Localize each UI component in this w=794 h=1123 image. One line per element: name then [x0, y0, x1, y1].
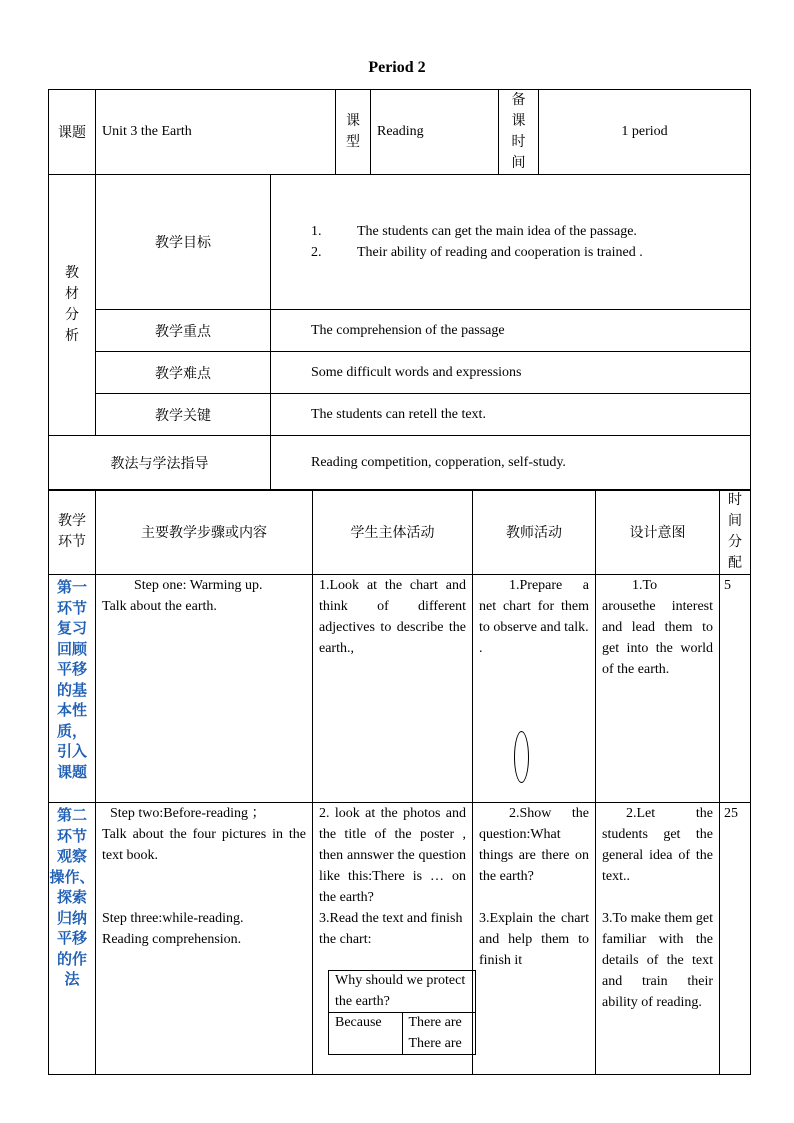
chart-because: Because: [329, 1013, 403, 1055]
step2-intent: 2.Let the students get the general idea of the text.. 3.To make them get familiar with the details of the text and train their ability of reading.: [596, 803, 720, 1075]
student-header: 学生主体活动: [313, 490, 473, 575]
step1-time: 5: [720, 575, 751, 803]
content-header: 主要教学步骤或内容: [96, 490, 313, 575]
topic-value: Unit 3 the Earth: [96, 90, 336, 175]
teacher-header: 教师活动: [473, 490, 596, 575]
method-label: 教法与学法指导: [49, 436, 271, 491]
topic-label: 课题: [49, 90, 96, 175]
type-value: Reading: [371, 90, 499, 175]
step2-time: 25: [720, 803, 751, 1075]
key-point-label: 教学重点: [96, 310, 271, 352]
step2-phase: 第二 环节 观察 操作、 探索 归纳 平移 的作 法: [49, 803, 96, 1075]
step2-student: 2. look at the photos and the title of the poster , then annswer the question like this:There is … on the earth? 3.Read the text and finish the chart:: [313, 803, 473, 1075]
key-label: 教学关键: [96, 394, 271, 436]
page-title: Period 2: [368, 59, 426, 76]
step1-phase: 第一 环节 复习 回顾 平移 的基 本性 质， 引入 课题: [49, 575, 96, 803]
step1-student: 1.Look at the chart and think of different adjectives to describe the earth.,: [313, 575, 473, 803]
method-value: Reading competition, copperation, self-study.: [271, 436, 751, 491]
step1-intent: 1.To arousethe interest and lead them to get into the world of the earth.: [596, 575, 720, 803]
prep-label: 备 课 时 间: [499, 90, 539, 175]
phase-header: 教学 环节: [49, 490, 96, 575]
goal-label: 教学目标: [96, 175, 271, 310]
step2-content: Step two:Before-reading ； Talk about the four pictures in the text book. Step three:while-reading. Reading comprehension.: [96, 803, 313, 1075]
goal-list: [271, 175, 751, 310]
oval-shape: [514, 731, 529, 783]
step1-content: Step one: Warming up. Talk about the earth.: [96, 575, 313, 803]
protect-earth-chart: [328, 970, 476, 1055]
lesson-info-table: [48, 89, 751, 491]
step1-teacher: 1.Prepare a net chart for them to observe and talk. .: [473, 575, 596, 803]
analysis-side-label: 教 材 分 析: [49, 175, 96, 436]
intent-header: 设计意图: [596, 490, 720, 575]
chart-question: Why should we protect the earth?: [329, 971, 476, 1013]
key-value: The students can retell the text.: [271, 394, 751, 436]
time-header: 时 间 分 配: [720, 490, 751, 575]
step2-teacher: 2.Show the question:What things are there on the earth? 3.Explain the chart and help them to finish it: [473, 803, 596, 1075]
key-point-value: The comprehension of the passage: [271, 310, 751, 352]
type-label: 课 型: [336, 90, 371, 175]
difficulty-label: 教学难点: [96, 352, 271, 394]
goal-item: 1. The students can get the main idea of the passage.: [311, 224, 637, 239]
prep-value: 1 period: [539, 90, 751, 175]
chart-reasons: There are There are: [402, 1013, 476, 1055]
goal-item: 2. Their ability of reading and cooperation is trained .: [311, 245, 643, 260]
difficulty-value: Some difficult words and expressions: [271, 352, 751, 394]
